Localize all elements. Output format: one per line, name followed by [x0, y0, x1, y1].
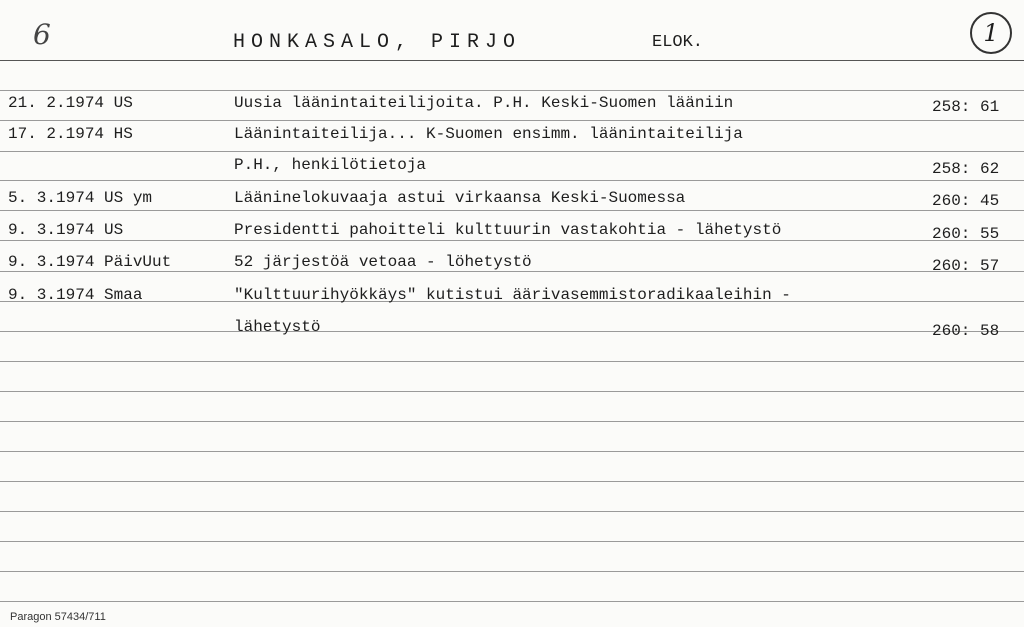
rule	[0, 571, 1024, 572]
entry-date: 9. 3.1974 PäivUut	[8, 253, 172, 271]
entry-date: 17. 2.1974 HS	[8, 125, 133, 143]
corner-mark: 6	[33, 18, 51, 51]
entry-date: 5. 3.1974 US ym	[8, 189, 153, 207]
rule	[0, 151, 1024, 152]
rule	[0, 541, 1024, 542]
header-rule	[0, 60, 1024, 61]
entry-title: 52 järjestöä vetoaa - löhetystö	[234, 253, 532, 271]
entry-date: 9. 3.1974 Smaa	[8, 286, 143, 304]
entry-title: Uusia läänintaiteilijoita. P.H. Keski-Suomen lääniin	[234, 94, 734, 112]
rule	[0, 210, 1024, 211]
rule	[0, 421, 1024, 422]
rule	[0, 511, 1024, 512]
rule	[0, 240, 1024, 241]
card-footer: Paragon 57434/711	[10, 611, 106, 623]
rule	[0, 90, 1024, 91]
card-tag: ELOK.	[652, 33, 704, 52]
rule	[0, 601, 1024, 602]
entry-date: 21. 2.1974 US	[8, 94, 133, 112]
entry-title: Läänintaiteilija... K-Suomen ensimm. läänintaiteilija	[234, 125, 743, 143]
card-name: HONKASALO, PIRJO	[233, 31, 522, 54]
entry-date: 9. 3.1974 US	[8, 221, 124, 239]
entry-ref: 260: 45	[932, 192, 1000, 210]
entry-title: Lääninelokuvaaja astui virkaansa Keski-Suomessa	[234, 189, 686, 207]
entry-ref: 260: 58	[932, 322, 1000, 340]
rule	[0, 331, 1024, 332]
entry-ref: 258: 61	[932, 98, 1000, 116]
rule	[0, 180, 1024, 181]
rule	[0, 481, 1024, 482]
card-number-circle: 1	[970, 12, 1012, 54]
entry-title: Presidentti pahoitteli kulttuurin vastakohtia - lähetystö	[234, 221, 782, 239]
rule	[0, 361, 1024, 362]
rule	[0, 120, 1024, 121]
rule	[0, 451, 1024, 452]
entry-ref: 260: 57	[932, 257, 1000, 275]
entry-ref: 260: 55	[932, 225, 1000, 243]
entry-title: P.H., henkilötietoja	[234, 156, 427, 174]
rule	[0, 391, 1024, 392]
entry-title: "Kulttuurihyökkäys" kutistui äärivasemmistoradikaaleihin -	[234, 286, 791, 304]
entry-title: lähetystö	[234, 318, 321, 336]
entry-ref: 258: 62	[932, 160, 1000, 178]
